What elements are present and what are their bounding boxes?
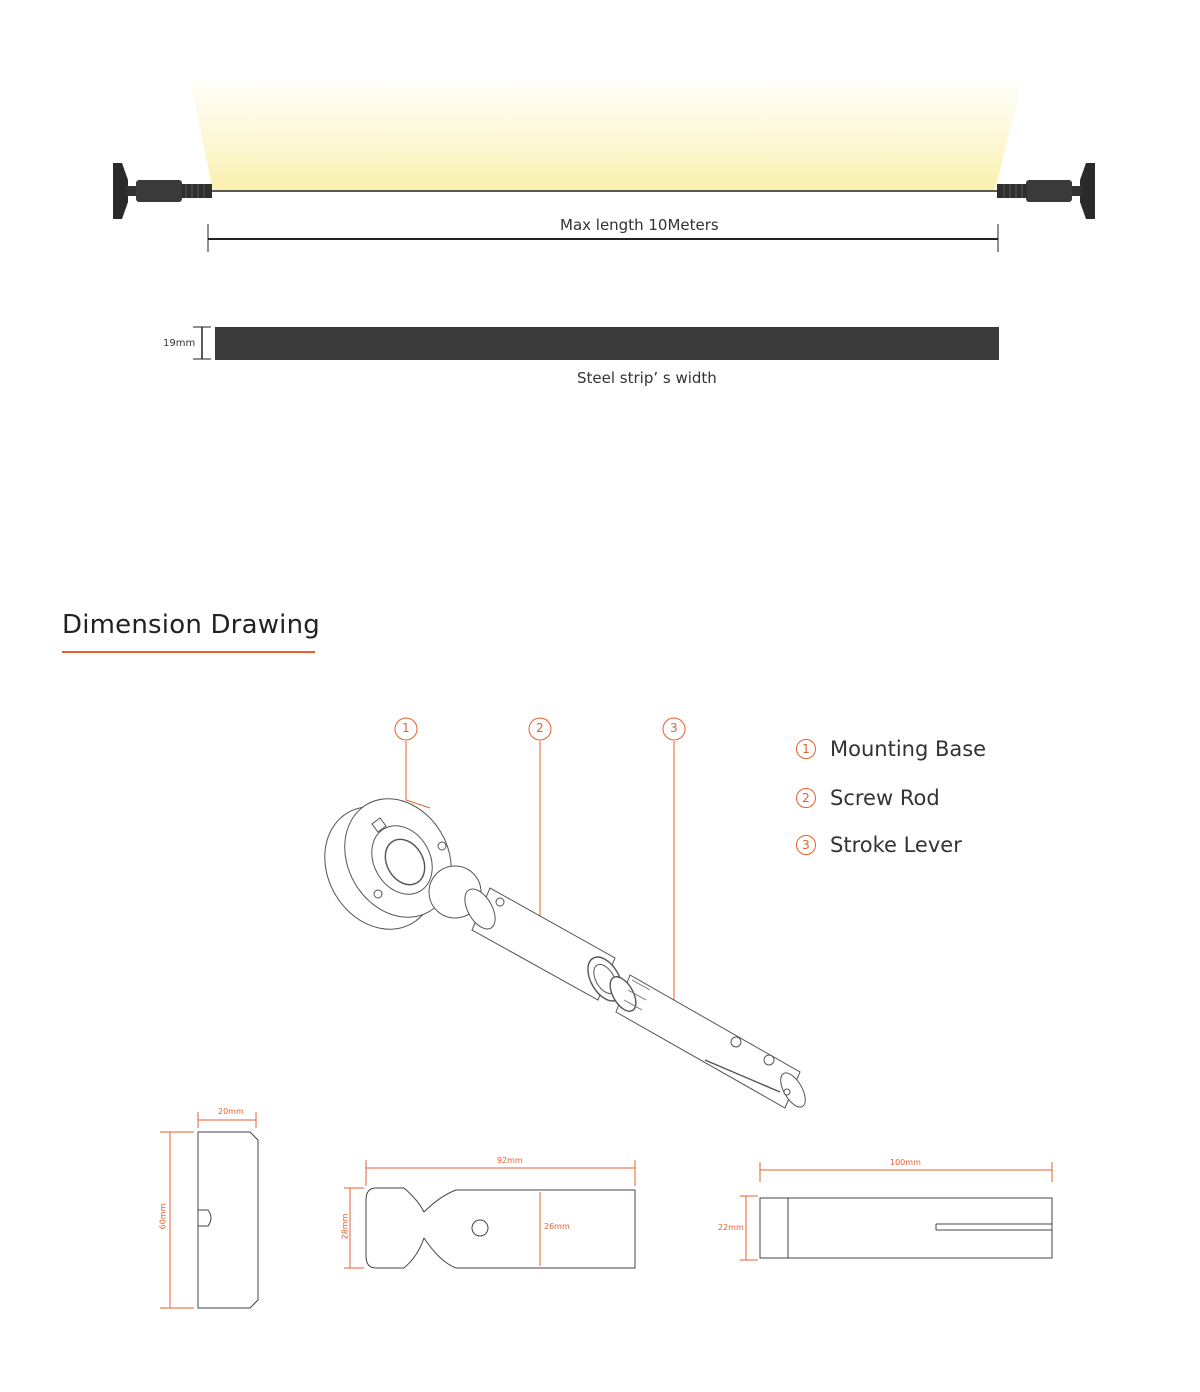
- light-glow: [190, 82, 1022, 190]
- dimension-rod-height-inner: 26mm: [544, 1222, 570, 1231]
- legend-number: 3: [796, 835, 816, 855]
- mounting-base-side-view: [160, 1112, 258, 1308]
- right-wall-mount: [997, 163, 1095, 219]
- legend-number: 1: [796, 739, 816, 759]
- strip-height-label: 19mm: [163, 338, 196, 349]
- legend-item-stroke-lever: [796, 830, 962, 860]
- legend-item-screw-rod: [796, 783, 940, 813]
- screw-rod-part: [429, 866, 629, 1007]
- section-title: Dimension Drawing: [62, 610, 320, 640]
- legend-label: Mounting Base: [830, 737, 987, 761]
- left-wall-mount: [113, 163, 212, 219]
- legend-item-mounting-base: [796, 734, 986, 764]
- stroke-lever-part: [605, 973, 810, 1111]
- legend-number: 2: [796, 788, 816, 808]
- dimension-lever-length: 100mm: [890, 1158, 921, 1167]
- dimension-rod-length: 92mm: [497, 1156, 523, 1165]
- section-title-underline: [62, 651, 315, 653]
- strip-width-label: Steel strip’ s width: [577, 369, 717, 387]
- dimension-lever-height: 22mm: [718, 1223, 744, 1232]
- legend-label: Screw Rod: [830, 786, 940, 810]
- dimension-base-height: 60mm: [158, 1203, 168, 1230]
- dimension-base-width: 20mm: [218, 1107, 244, 1116]
- screw-rod-side-view: [344, 1160, 635, 1268]
- callout-number-2: 2: [536, 721, 544, 735]
- exploded-assembly-drawing: [303, 718, 810, 1111]
- dimension-rod-height-outer: 28mm: [340, 1213, 350, 1240]
- callout-number-1: 1: [402, 721, 410, 735]
- callout-number-3: 3: [670, 721, 678, 735]
- mounting-base-part: [303, 779, 472, 949]
- legend-label: Stroke Lever: [830, 833, 962, 857]
- steel-strip: [193, 327, 999, 360]
- stroke-lever-side-view: [740, 1162, 1052, 1260]
- max-length-label: Max length 10Meters: [560, 216, 719, 234]
